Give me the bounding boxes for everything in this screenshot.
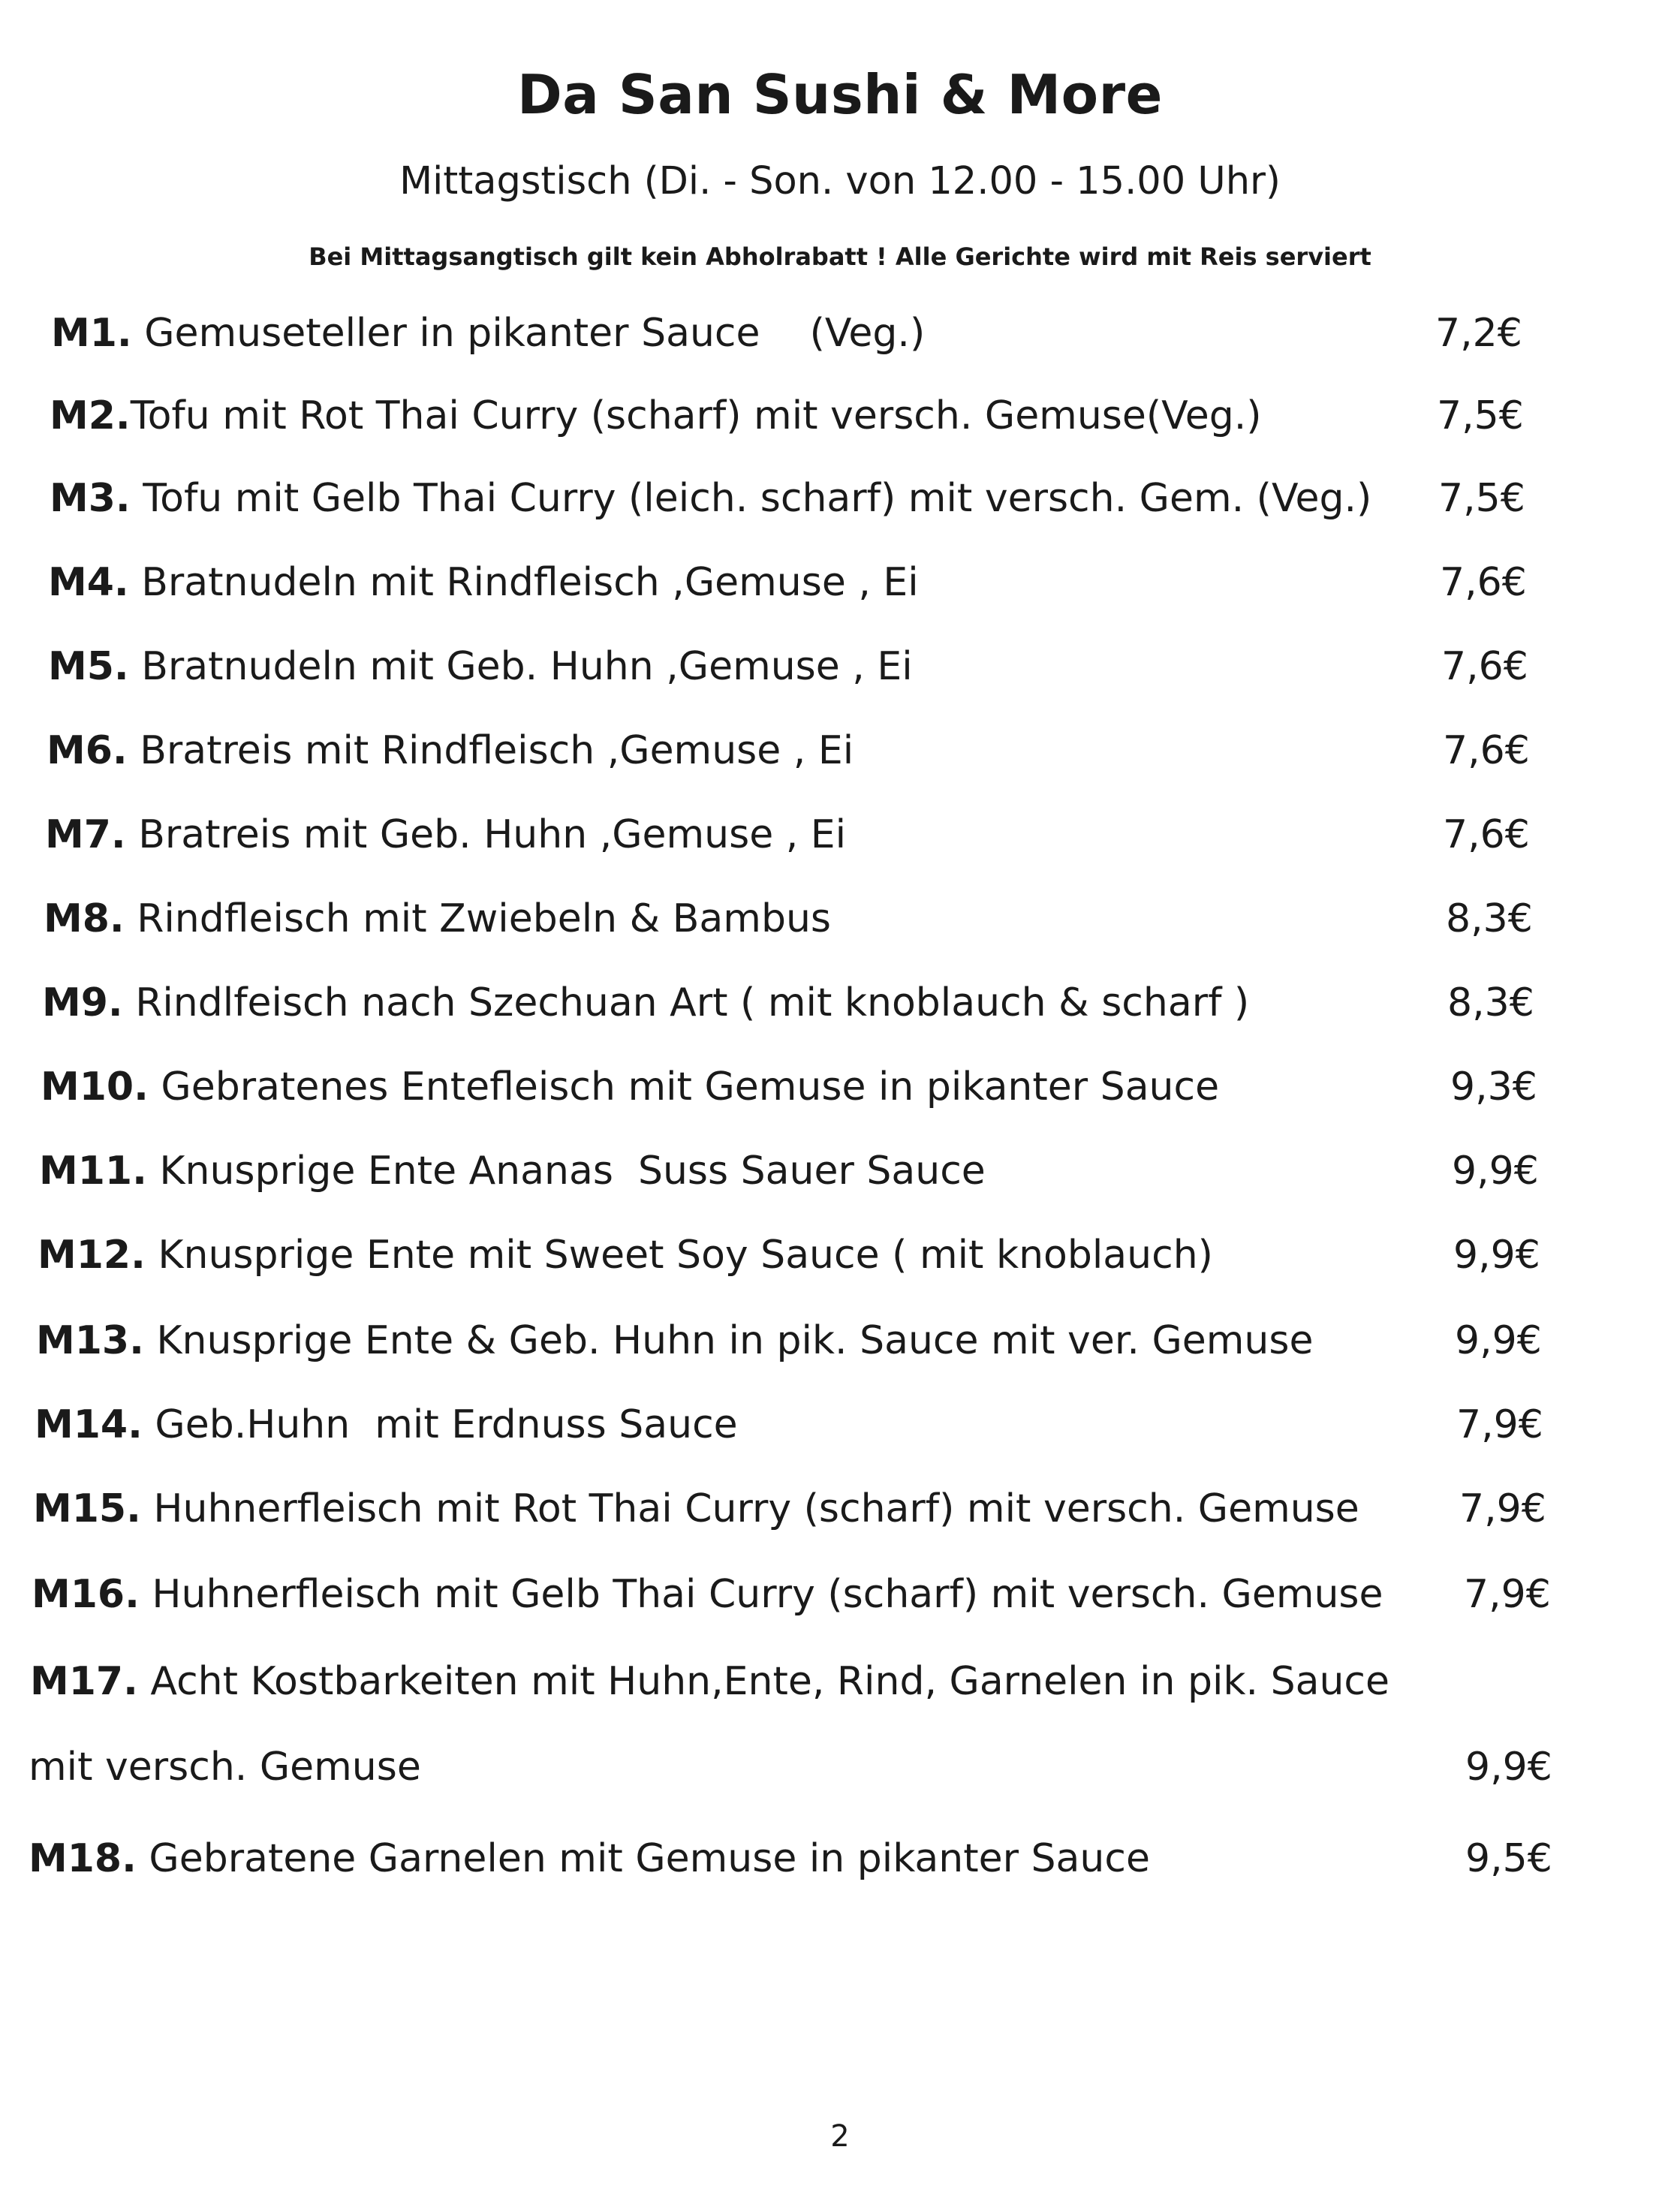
menu-item-label: Geb.Huhn mit Erdnuss Sauce — [142, 1402, 738, 1447]
lunch-menu-note: Bei Mittagsangtisch gilt kein Abholrabatt ! Alle Gerichte wird mit Reis serviert — [309, 242, 1371, 271]
menu-item-label: Rindfleisch mit Zwiebeln & Bambus — [124, 896, 831, 941]
menu-item — [0, 1057, 1680, 1117]
menu-item-name — [44, 889, 831, 949]
menu-item-label: Acht Kostbarkeiten mit Huhn,Ente, Rind, Garnelen in pik. Sauce — [137, 1659, 1389, 1704]
menu-item-price: 9,9€ — [1453, 1233, 1540, 1278]
menu-item — [0, 805, 1680, 865]
menu-item-price: 7,9€ — [1456, 1402, 1543, 1447]
menu-item — [0, 1479, 1680, 1539]
menu-item-label: Bratnudeln mit Rindfleisch ,Gemuse , Ei — [128, 560, 919, 605]
menu-item-price: 7,6€ — [1443, 812, 1530, 857]
menu-item-label: Bratreis mit Geb. Huhn ,Gemuse , Ei — [125, 812, 847, 857]
menu-item-name — [36, 1311, 1313, 1371]
menu-item-label: Gemuseteller in pikanter Sauce (Veg.) — [131, 311, 926, 356]
menu-item-code: M6. — [47, 728, 128, 773]
menu-item-code: M3. — [50, 476, 131, 521]
menu-item-name — [51, 303, 925, 363]
menu-item — [0, 637, 1680, 697]
menu-item-label: Knusprige Ente mit Sweet Soy Sauce ( mit knoblauch) — [145, 1233, 1213, 1278]
menu-item-label: Knusprige Ente Ananas Suss Sauer Sauce — [146, 1149, 986, 1194]
menu-item-code: M14. — [35, 1402, 143, 1447]
menu-item-name — [45, 805, 846, 865]
menu-item-name — [39, 1141, 986, 1201]
menu-item-name — [48, 553, 919, 613]
menu-item-name — [38, 1225, 1213, 1285]
menu-item-label: Huhnerfleisch mit Rot Thai Curry (scharf) mit versch. Gemuse — [140, 1486, 1359, 1531]
menu-item-price: 7,5€ — [1438, 476, 1525, 521]
menu-item-name — [33, 1479, 1359, 1539]
menu-item-price: 7,9€ — [1464, 1572, 1551, 1617]
menu-item-name — [32, 1564, 1383, 1624]
menu-item-price: 8,3€ — [1447, 980, 1534, 1025]
menu-item-label: Knusprige Ente & Geb. Huhn in pik. Sauce mit ver. Gemuse — [143, 1318, 1314, 1363]
menu-item-name — [47, 721, 854, 781]
menu-item — [0, 386, 1680, 446]
menu-item-name — [30, 1652, 1389, 1712]
menu-item — [0, 1652, 1680, 1712]
menu-item-label: Gebratenes Entefleisch mit Gemuse in pikanter Sauce — [148, 1064, 1220, 1110]
menu-item-code: M17. — [30, 1659, 138, 1704]
menu-item-price: 9,5€ — [1465, 1836, 1552, 1881]
menu-item-price: 8,3€ — [1446, 896, 1533, 941]
menu-item-code: M7. — [45, 812, 126, 857]
restaurant-title: Da San Sushi & More — [517, 63, 1163, 126]
menu-item — [0, 1141, 1680, 1201]
menu-item-code: M12. — [38, 1233, 146, 1278]
menu-item — [0, 721, 1680, 781]
menu-item — [0, 1225, 1680, 1285]
menu-item-code: M1. — [51, 311, 132, 356]
menu-item — [0, 1311, 1680, 1371]
menu-item-label: Tofu mit Rot Thai Curry (scharf) mit versch. Gemuse(Veg.) — [130, 393, 1262, 438]
menu-item-code: M4. — [48, 560, 129, 605]
menu-item-name — [50, 468, 1371, 528]
menu-item — [0, 1737, 1680, 1797]
menu-item-price: 7,2€ — [1435, 311, 1522, 356]
menu-item-price: 9,3€ — [1450, 1064, 1537, 1110]
menu-item-name — [41, 1057, 1219, 1117]
menu-item-price: 7,6€ — [1440, 560, 1527, 605]
menu-item-code: M5. — [48, 644, 129, 689]
menu-item — [0, 553, 1680, 613]
menu-item-code: M2. — [50, 393, 131, 438]
menu-item-label: Bratreis mit Rindfleisch ,Gemuse , Ei — [127, 728, 854, 773]
menu-item-code: M10. — [41, 1064, 149, 1110]
menu-item-name — [48, 637, 913, 697]
menu-item-price: 9,9€ — [1455, 1318, 1542, 1363]
page-number: 2 — [830, 2119, 850, 2154]
menu-item-price: 7,6€ — [1443, 728, 1530, 773]
menu-item-code: M13. — [36, 1318, 144, 1363]
menu-item — [0, 1395, 1680, 1455]
menu-item-name — [50, 386, 1262, 446]
menu-item-label: Rindlfeisch nach Szechuan Art ( mit knoblauch & scharf ) — [122, 980, 1250, 1025]
menu-item — [0, 889, 1680, 949]
menu-item — [0, 1829, 1680, 1889]
menu-item-code: M9. — [42, 980, 123, 1025]
menu-item — [0, 468, 1680, 528]
menu-item — [0, 303, 1680, 363]
menu-item-name — [29, 1829, 1150, 1889]
menu-item-code: M8. — [44, 896, 125, 941]
lunch-menu-subtitle: Mittagstisch (Di. - Son. von 12.00 - 15.00 Uhr) — [399, 159, 1281, 203]
menu-item-code: M11. — [39, 1149, 147, 1194]
menu-item-name — [42, 973, 1249, 1033]
menu-item-label: Bratnudeln mit Geb. Huhn ,Gemuse , Ei — [128, 644, 913, 689]
menu-item-code: M16. — [32, 1572, 140, 1617]
menu-item-name — [29, 1737, 421, 1797]
menu-item-code: M18. — [29, 1836, 137, 1881]
menu-item — [0, 1564, 1680, 1624]
menu-item-price: 9,9€ — [1452, 1149, 1539, 1194]
menu-item-code: M15. — [33, 1486, 141, 1531]
menu-item-label: Huhnerfleisch mit Gelb Thai Curry (scharf) mit versch. Gemuse — [139, 1572, 1383, 1617]
menu-item-name — [35, 1395, 738, 1455]
menu-item — [0, 973, 1680, 1033]
menu-item-price: 9,9€ — [1465, 1745, 1552, 1790]
menu-item-price: 7,5€ — [1437, 393, 1524, 438]
menu-item-price: 7,9€ — [1459, 1486, 1546, 1531]
menu-item-label: Tofu mit Gelb Thai Curry (leich. scharf) mit versch. Gem. (Veg.) — [130, 476, 1372, 521]
menu-item-label: mit versch. Gemuse — [29, 1745, 421, 1790]
menu-item-price: 7,6€ — [1441, 644, 1528, 689]
menu-item-label: Gebratene Garnelen mit Gemuse in pikanter Sauce — [136, 1836, 1150, 1881]
